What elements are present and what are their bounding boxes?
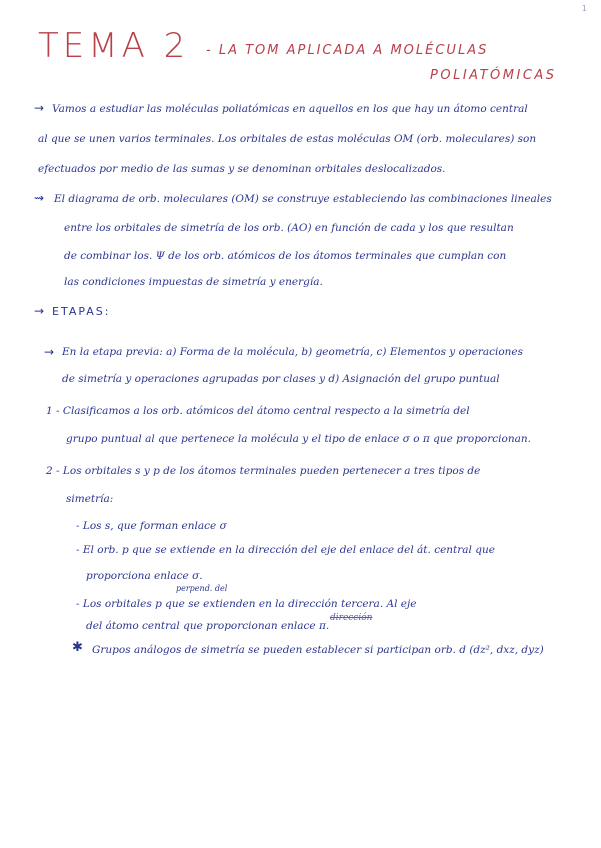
symmetry-type-3-line-1: - Los orbitales p que se extienden en la dirección tercera. Al eje [76, 598, 417, 610]
note-star-icon: ✱ [72, 640, 83, 655]
step-2-line-1: 2 - Los orbitales s y p de los átomos terminales pueden pertenecer a tres tipos de [46, 465, 481, 477]
step-1-line-1: 1 - Clasificamos a los orb. atómicos del átomo central respecto a la simetría del [46, 405, 470, 417]
diagram-line-2: entre los orbitales de simetría de los orb. (AO) en función de cada y los que resultan [64, 222, 514, 234]
diagram-line-3: de combinar los. Ψ de los orb. atómicos de los átomos terminales que cumplan con [64, 250, 507, 262]
insertion-note: perpend. del [176, 584, 228, 593]
intro-line-2: al que se unen varios terminales. Los orbitales de estas moléculas OM (orb. moleculares) son [38, 133, 537, 145]
struck-word: dirección [330, 613, 373, 623]
intro-line-1: Vamos a estudiar las moléculas poliatómicas en aquellos en los que hay un átomo central [52, 103, 528, 115]
etapas-bullet-arrow: → [34, 304, 45, 318]
diagram-line-4: las condiciones impuestas de simetría y energía. [64, 276, 323, 288]
step-1-line-2: grupo puntual al que pertenece la molécula y el tipo de enlace σ o π que proporcionan. [66, 433, 531, 445]
intro-bullet-arrow: → [34, 101, 45, 115]
etapas-heading: ETAPAS: [52, 305, 111, 318]
etapas-first-line-2: de simetría y operaciones agrupadas por clases y d) Asignación del grupo puntual [62, 373, 500, 385]
symmetry-type-2-line-1: - El orb. p que se extiende en la dirección del eje del enlace del át. central que [76, 544, 495, 556]
step-2-line-2: simetría: [66, 493, 114, 505]
title-block [38, 26, 578, 96]
intro-line-3: efectuados por medio de las sumas y se denominan orbitales deslocalizados. [38, 163, 446, 175]
diagram-line-1: El diagrama de orb. moleculares (OM) se construye estableciendo las combinaciones lineales [54, 193, 552, 205]
title-subtitle-continued: POLIATÓMICAS [430, 68, 557, 83]
diagram-bullet-arrow: ⇝ [34, 191, 45, 205]
symmetry-type-3-line-2: del átomo central que proporcionan enlace π. [86, 620, 330, 632]
page-number: 1 [581, 4, 587, 13]
symmetry-type-1: - Los s, que forman enlace σ [76, 520, 227, 532]
title-main: TEMA 2 [38, 26, 190, 66]
etapas-first-bullet-arrow: → [44, 345, 55, 359]
note-line: Grupos análogos de simetría se pueden establecer si participan orb. d (dz², dxz, dyz) [92, 644, 544, 656]
symmetry-type-2-line-2: proporciona enlace σ. [86, 570, 203, 582]
etapas-first-line-1: En la etapa previa: a) Forma de la molécula, b) geometría, c) Elementos y operaciones [62, 346, 524, 358]
title-subtitle: - LA TOM APLICADA A MOLÉCULAS [206, 43, 489, 58]
